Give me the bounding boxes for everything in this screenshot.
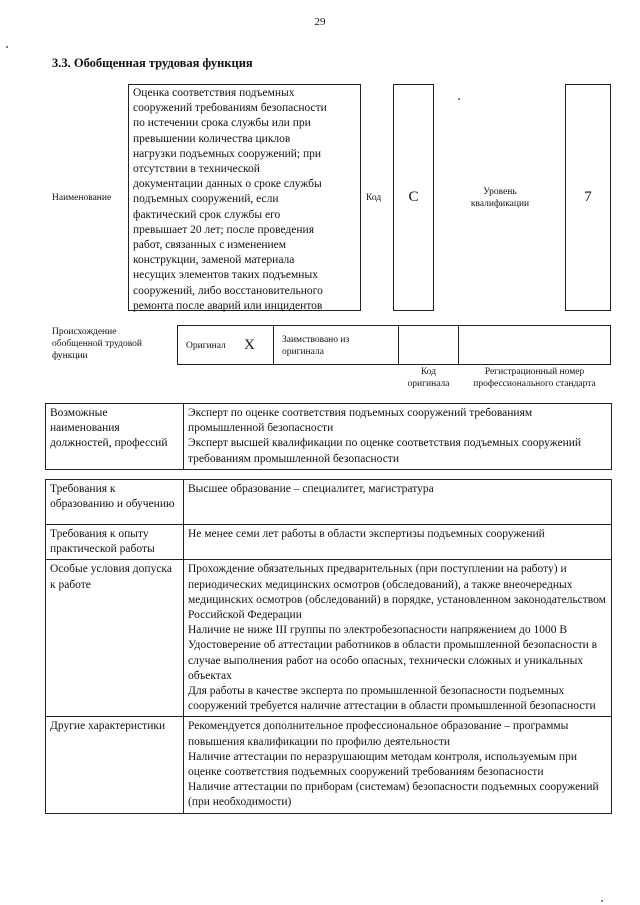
requirements-table bbox=[45, 479, 612, 814]
borrowed-label: Заимствовано из оригинала bbox=[282, 335, 350, 357]
positions-label: Возможные наименования должностей, профессий bbox=[46, 404, 184, 470]
positions-values bbox=[184, 404, 612, 470]
origin-reg-caption: Регистрационный номер профессионального стандарта bbox=[473, 367, 596, 389]
table-row bbox=[46, 525, 612, 560]
origin-reg-number-cell bbox=[458, 325, 611, 365]
original-mark: X bbox=[244, 337, 255, 353]
name-label: Наименование bbox=[52, 193, 112, 203]
requirement-item: Наличие аттестации по приборам (системам) безопасности подъемных сооружений (при необходимости) bbox=[188, 781, 599, 809]
requirement-item: Высшее образование – специалитет, магистратура bbox=[188, 483, 434, 495]
table-row bbox=[46, 480, 612, 525]
requirement-item: Рекомендуется дополнительное профессиональное образование – программы повышения квалификации по профилю деятельности bbox=[188, 720, 569, 748]
requirement-values bbox=[184, 560, 612, 717]
code-box bbox=[393, 84, 434, 311]
code-value: С bbox=[408, 189, 419, 205]
requirement-label: Другие характеристики bbox=[46, 717, 184, 813]
level-label: Уровень квалификации bbox=[470, 187, 530, 209]
page-number: 29 bbox=[314, 16, 326, 28]
requirement-item: Наличие не ниже III группы по электробезопасности напряжением до 1000 В bbox=[188, 624, 567, 637]
table-row bbox=[46, 717, 612, 813]
origin-code-cell bbox=[398, 325, 459, 365]
code-label: Код bbox=[366, 193, 382, 203]
origin-borrowed-cell bbox=[273, 325, 399, 365]
origin-code-caption: Код оригинала bbox=[407, 367, 450, 389]
requirement-item: Наличие аттестации по неразрушающим методам контроля, используемым при оценке соответствия подъемных сооружений требованиям безопасности bbox=[188, 750, 577, 779]
requirement-item: Удостоверение об аттестации работников в области промышленной безопасности в случае выполнения работ на особо опасных, технически сложных и уникальных объектах bbox=[188, 639, 598, 682]
position-item: Эксперт высшей квалификации по оценке соответствия подъемных сооружений требованиям промышленной безопасности bbox=[188, 437, 582, 465]
level-box bbox=[565, 84, 611, 311]
requirement-values bbox=[184, 480, 612, 525]
requirement-label: Требования к опыту практической работы bbox=[46, 525, 184, 560]
position-item: Эксперт по оценке соответствия подъемных сооружений требованиям промышленной безопасности bbox=[188, 407, 533, 435]
positions-table bbox=[45, 403, 612, 470]
original-label: Оригинал bbox=[186, 341, 226, 351]
name-value: Оценка соответствия подъемных сооружений требованиям безопасности по истечении срока службы или при превышении количества циклов нагрузки подъемных сооружений; при отсутствии в технической документации данных о сроке службы подъемных сооружений, если фактический срок службы его превышает 20 лет; после проведения работ, связанных с изменением конструкции, заменой материала несущих элементов таких подъемных сооружений, либо восстановительного ремонта после аварий или инцидентов bbox=[128, 84, 361, 311]
requirement-label: Особые условия допуска к работе bbox=[46, 560, 184, 717]
table-row bbox=[46, 560, 612, 717]
scan-speck bbox=[458, 98, 460, 100]
requirement-label: Требования к образованию и обучению bbox=[46, 480, 184, 525]
section-title: 3.3. Обобщенная трудовая функция bbox=[52, 56, 253, 70]
scan-speck bbox=[601, 900, 603, 902]
requirement-item: Прохождение обязательных предварительных (при поступлении на работу) и периодических медицинских осмотров (обследований), а также внеочередных медицинских осмотров (обследований) в порядке, установленном законодательством Российской Федерации bbox=[188, 563, 606, 622]
requirement-item: Не менее семи лет работы в области экспертизы подъемных сооружений bbox=[188, 528, 545, 540]
origin-original-cell bbox=[177, 325, 274, 365]
level-value: 7 bbox=[584, 189, 592, 205]
origin-label: Происхождение обобщенной трудовой функции bbox=[52, 327, 142, 361]
table-row bbox=[46, 404, 612, 470]
requirement-item: Для работы в качестве эксперта по промышленной безопасности подъемных сооружений требуется наличие аттестации в области промышленной безопасности bbox=[188, 685, 596, 713]
requirement-values bbox=[184, 717, 612, 813]
scan-speck bbox=[6, 46, 8, 48]
requirement-values bbox=[184, 525, 612, 560]
